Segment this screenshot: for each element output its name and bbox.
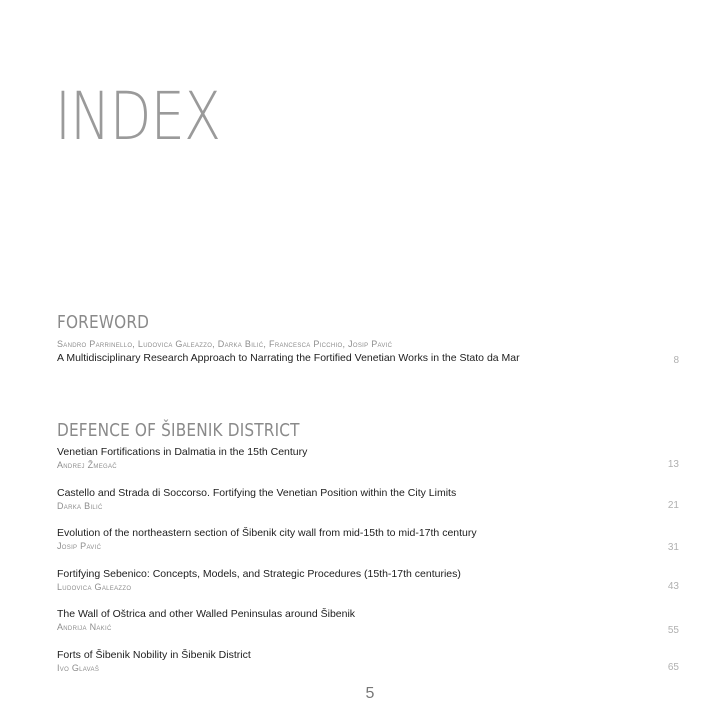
toc-entry xyxy=(57,648,687,675)
toc-entry xyxy=(57,526,687,553)
page-title: INDEX xyxy=(55,78,221,155)
foreword-page-number: 8 xyxy=(673,355,679,366)
toc-entry-title: The Wall of Oštrica and other Walled Peninsulas around Šibenik xyxy=(57,608,356,620)
toc-entry xyxy=(57,567,687,594)
toc-entry-page: 55 xyxy=(667,625,679,636)
toc-entry-author: Andrija Nakić xyxy=(57,622,112,632)
toc-entry-page: 43 xyxy=(667,581,679,592)
toc-entry-page: 13 xyxy=(667,459,679,470)
toc-entry-author: Andrej Žmegač xyxy=(57,460,117,470)
foreword-title: A Multidisciplinary Research Approach to Narrating the Fortified Venetian Works in the Stato da Mar xyxy=(57,352,520,364)
toc-entry-author: Ivo Glavaš xyxy=(57,663,100,673)
toc-entry xyxy=(57,607,687,634)
toc-entry-page: 21 xyxy=(667,500,679,511)
toc-entry-title: Venetian Fortifications in Dalmatia in the 15th Century xyxy=(57,446,308,458)
foreword-entry xyxy=(57,338,687,365)
toc-entry-title: Forts of Šibenik Nobility in Šibenik District xyxy=(57,649,251,661)
toc-entry-page: 31 xyxy=(667,542,679,553)
page-number: 5 xyxy=(365,685,375,702)
toc-entry-author: Ludovica Galeazzo xyxy=(57,582,132,592)
foreword-authors: Sandro Parrinello, Ludovica Galeazzo, Darka Bilić, Francesca Picchio, Josip Pavić xyxy=(57,339,393,349)
toc-entry-title: Castello and Strada di Soccorso. Fortifying the Venetian Position within the City Limits xyxy=(57,487,457,499)
toc-entry-page: 65 xyxy=(667,662,679,673)
toc-entry xyxy=(57,445,687,472)
toc-entry-title: Fortifying Sebenico: Concepts, Models, and Strategic Procedures (15th-17th centuries) xyxy=(57,568,461,580)
section-heading-foreword: FOREWORD xyxy=(57,312,150,333)
section-heading-defence: DEFENCE OF ŠIBENIK DISTRICT xyxy=(57,420,300,441)
toc-entry-author: Darka Bilić xyxy=(57,501,103,511)
toc-entry-author: Josip Pavić xyxy=(57,541,102,551)
toc-entry-title: Evolution of the northeastern section of Šibenik city wall from mid-15th to mid-17th century xyxy=(57,527,477,539)
toc-entry xyxy=(57,486,687,513)
